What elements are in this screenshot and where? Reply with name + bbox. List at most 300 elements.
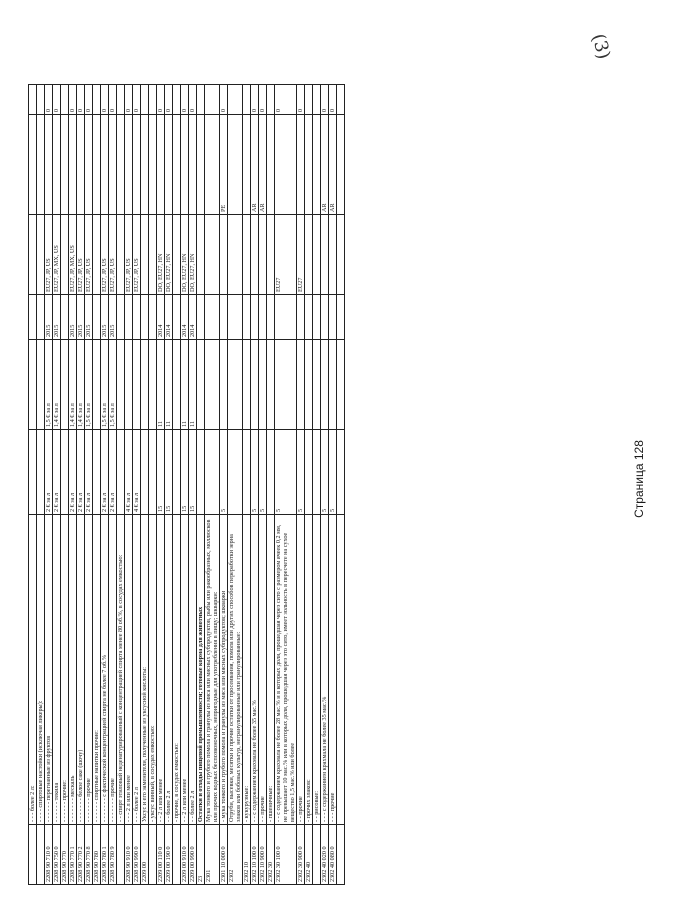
cell-base-duty xyxy=(149,430,157,515)
cell-code: 2302 10 900 0 xyxy=(259,825,267,885)
cell-year xyxy=(267,295,275,340)
cell-staging: AR xyxy=(321,115,329,215)
cell-final-duty xyxy=(275,340,297,430)
cell-base-duty xyxy=(205,430,220,515)
cell-countries: EU27, JP, MX, US xyxy=(53,215,61,295)
cell-year xyxy=(297,295,305,340)
cell-code: 2208 90 780 9 xyxy=(109,825,117,885)
cell-year: 2014 xyxy=(189,295,197,340)
table-row xyxy=(93,85,101,885)
table-blank-row xyxy=(337,85,345,885)
cell-year xyxy=(321,295,329,340)
cell-code: 2208 90 770 2 xyxy=(77,825,85,885)
cell-base-duty xyxy=(141,430,149,515)
table-row xyxy=(149,85,157,885)
cell-description: - - - - спиртовые настойки (исключая ликеры): xyxy=(37,515,45,825)
cell-final-duty: 1,5 € за л xyxy=(109,340,117,430)
cell-description: - - - - - - - с фактической концентрацией спирта не более 7 об.% xyxy=(101,515,109,825)
cell-base-duty xyxy=(197,430,205,515)
cell-staging xyxy=(189,115,197,215)
cell-final-duty: 1,5 € за л xyxy=(85,340,93,430)
cell-countries: EU27, JP, MX, US xyxy=(69,215,77,295)
cell-staging xyxy=(101,115,109,215)
cell-description: - - - с содержанием крахмала не более 35 мас.% xyxy=(321,515,329,825)
cell-category: 0 xyxy=(45,85,53,115)
cell-year: 2014 xyxy=(157,295,165,340)
cell-description: - - - прочие xyxy=(329,515,337,825)
cell-category: 0 xyxy=(251,85,259,115)
cell-countries xyxy=(305,215,313,295)
cell-description: - - - - - - - белое саке (шочу) xyxy=(77,515,85,825)
cell-code: 2302 40 080 0 xyxy=(329,825,337,885)
cell-description: - - - 2 л или менее xyxy=(125,515,133,825)
cell-code: 2209 00 110 0 xyxy=(157,825,165,885)
cell-countries: DO, EU27, HN xyxy=(189,215,197,295)
cell-staging xyxy=(53,115,61,215)
cell-base-duty xyxy=(29,430,37,515)
cell-description: - - спирт этиловый неденатурированный с концентрацией спирта менее 80 об.%, в сосудах емкостью: xyxy=(117,515,125,825)
cell-final-duty xyxy=(61,340,69,430)
cell-code xyxy=(117,825,125,885)
cell-year xyxy=(61,295,69,340)
cell-staging xyxy=(141,115,149,215)
table-row xyxy=(189,85,197,885)
cell-year xyxy=(133,295,141,340)
cell-year: 2015 xyxy=(45,295,53,340)
cell-description: - - прочие xyxy=(259,515,267,825)
cell-base-duty: 5 xyxy=(251,430,259,515)
cell-staging xyxy=(149,115,157,215)
cell-category xyxy=(197,85,205,115)
cell-base-duty xyxy=(267,430,275,515)
cell-category: 0 xyxy=(329,85,337,115)
cell-staging xyxy=(133,115,141,215)
cell-staging xyxy=(173,115,181,215)
cell-category: 0 xyxy=(85,85,93,115)
table-row xyxy=(125,85,133,885)
cell-code: 2302 40 020 0 xyxy=(321,825,329,885)
table-row xyxy=(305,85,313,885)
table-row xyxy=(251,85,259,885)
table-row xyxy=(157,85,165,885)
cell-base-duty: 15 xyxy=(165,430,173,515)
table-row xyxy=(77,85,85,885)
cell-code: 2301 10 000 0 xyxy=(220,825,228,885)
cell-staging xyxy=(305,115,313,215)
cell-final-duty: 1,5 € за л xyxy=(45,340,53,430)
cell-final-duty xyxy=(228,340,243,430)
cell-category xyxy=(313,85,321,115)
cell-category xyxy=(37,85,45,115)
cell-description: Мука тонкого и грубого помола и гранулы из мяса или мясных субпродуктов, рыбы или ракообразных, моллюсков или прочих водных беспозвоночных, непригодные для употребления в пищу; шкварки: xyxy=(205,515,220,825)
cell-category: 0 xyxy=(297,85,305,115)
cell-year xyxy=(205,295,220,340)
cell-category xyxy=(117,85,125,115)
cell-final-duty xyxy=(29,340,37,430)
cell-countries xyxy=(61,215,69,295)
cell-year xyxy=(141,295,149,340)
cell-base-duty xyxy=(93,430,101,515)
cell-year xyxy=(197,295,205,340)
cell-final-duty xyxy=(205,340,220,430)
cell-category xyxy=(93,85,101,115)
cell-year: 2015 xyxy=(85,295,93,340)
cell-countries: DO, EU27, HN xyxy=(181,215,189,295)
cell-base-duty: 5 xyxy=(297,430,305,515)
cell-final-duty: 11 xyxy=(189,340,197,430)
cell-countries xyxy=(251,215,259,295)
cell-description: - - более 2 л xyxy=(165,515,173,825)
cell-staging xyxy=(157,115,165,215)
cell-year xyxy=(125,295,133,340)
cell-countries xyxy=(313,215,321,295)
cell-countries xyxy=(117,215,125,295)
table-row xyxy=(61,85,69,885)
cell-code xyxy=(313,825,321,885)
cell-countries xyxy=(228,215,243,295)
cell-final-duty xyxy=(93,340,101,430)
cell-code: 2208 90 710 0 xyxy=(45,825,53,885)
cell-staging: AR xyxy=(259,115,267,215)
cell-category: 0 xyxy=(125,85,133,115)
cell-base-duty xyxy=(228,430,243,515)
cell-category: 0 xyxy=(157,85,165,115)
table-row xyxy=(69,85,77,885)
cell-countries: EU27 xyxy=(297,215,305,295)
cell-description: - - с содержанием крахмала не более 35 мас.% xyxy=(251,515,259,825)
cell-category xyxy=(141,85,149,115)
cell-year: 2015 xyxy=(53,295,61,340)
cell-staging xyxy=(181,115,189,215)
cell-code: 2208 90 750 0 xyxy=(53,825,61,885)
cell-category: 0 xyxy=(69,85,77,115)
cell-year: 2015 xyxy=(101,295,109,340)
cell-countries xyxy=(243,215,251,295)
cell-description: - мука тонкого и грубого помола и гранулы из мяса или мясных субпродуктов; шкварки xyxy=(220,515,228,825)
cell-staging xyxy=(45,115,53,215)
cell-countries xyxy=(93,215,101,295)
cell-category xyxy=(173,85,181,115)
cell-staging xyxy=(297,115,305,215)
cell-description: - уксус винный, в сосудах емкостью: xyxy=(149,515,157,825)
tariff-table xyxy=(28,84,345,885)
cell-description: Отруби, высевки, месятки и прочие остатки от просеивания, помола или других способов переработки зерна злаков или бобовых культур, негранулированные или гранулированные: xyxy=(228,515,243,825)
page-number-label xyxy=(600,440,646,518)
cell-final-duty xyxy=(37,340,45,430)
cell-description: - прочих злаков: xyxy=(305,515,313,825)
cell-final-duty xyxy=(251,340,259,430)
cell-year xyxy=(117,295,125,340)
cell-final-duty xyxy=(133,340,141,430)
cell-base-duty: 2 € за л xyxy=(85,430,93,515)
cell-staging xyxy=(93,115,101,215)
cell-countries xyxy=(205,215,220,295)
cell-countries xyxy=(321,215,329,295)
cell-final-duty: 11 xyxy=(157,340,165,430)
cell-code: 2208 90 770 8 xyxy=(85,825,93,885)
cell-base-duty xyxy=(173,430,181,515)
cell-final-duty xyxy=(243,340,251,430)
cell-base-duty: 5 xyxy=(329,430,337,515)
cell-countries: EU27, JP, US xyxy=(125,215,133,295)
table-row xyxy=(228,85,243,885)
cell-category: 0 xyxy=(181,85,189,115)
cell-base-duty: 2 € за л xyxy=(109,430,117,515)
cell-base-duty: 5 xyxy=(259,430,267,515)
table-row xyxy=(181,85,189,885)
cell-countries xyxy=(173,215,181,295)
cell-code xyxy=(149,825,157,885)
cell-code xyxy=(37,825,45,885)
table-row xyxy=(321,85,329,885)
cell-base-duty: 2 € за л xyxy=(69,430,77,515)
cell-description: - - - более 2 л xyxy=(133,515,141,825)
page-number-text: Страница 128 xyxy=(631,440,646,518)
cell-category xyxy=(267,85,275,115)
table-row xyxy=(101,85,109,885)
cell-final-duty xyxy=(173,340,181,430)
cell-year xyxy=(259,295,267,340)
cell-final-duty xyxy=(321,340,329,430)
cell-final-duty xyxy=(125,340,133,430)
table-row xyxy=(267,85,275,885)
cell-final-duty: 1,5 € за л xyxy=(101,340,109,430)
cell-year: 2015 xyxy=(69,295,77,340)
table-row xyxy=(117,85,125,885)
cell-final-duty: 1,4 € за л xyxy=(77,340,85,430)
cell-description: - кукурузные: xyxy=(243,515,251,825)
cell-final-duty xyxy=(267,340,275,430)
cell-year xyxy=(29,295,37,340)
cell-staging: PE xyxy=(220,115,228,215)
cell-category: 0 xyxy=(165,85,173,115)
cell-final-duty xyxy=(220,340,228,430)
cell-countries xyxy=(267,215,275,295)
cell-year xyxy=(251,295,259,340)
table-row xyxy=(109,85,117,885)
cell-code: 2208 90 780 1 xyxy=(101,825,109,885)
cell-countries: DO, EU27, HN xyxy=(157,215,165,295)
cell-year: 2014 xyxy=(165,295,173,340)
cell-category: 0 xyxy=(109,85,117,115)
table-row xyxy=(53,85,61,885)
cell-countries: EU27, JP, US xyxy=(77,215,85,295)
table-row xyxy=(29,85,37,885)
cell-year xyxy=(243,295,251,340)
cell-code: 2208 90 770 xyxy=(61,825,69,885)
cell-base-duty: 5 xyxy=(220,430,228,515)
table-row xyxy=(205,85,220,885)
cell-description: - пшеничные: xyxy=(267,515,275,825)
table-row xyxy=(133,85,141,885)
cell-final-duty xyxy=(305,340,313,430)
cell-final-duty: 11 xyxy=(165,340,173,430)
cell-category: 0 xyxy=(77,85,85,115)
cell-base-duty xyxy=(61,430,69,515)
cell-base-duty: 2 € за л xyxy=(45,430,53,515)
cell-countries xyxy=(220,215,228,295)
cell-base-duty: 4 € за л xyxy=(133,430,141,515)
cell-code: 2208 90 910 0 xyxy=(125,825,133,885)
cell-year xyxy=(275,295,297,340)
cell-staging xyxy=(77,115,85,215)
table-row xyxy=(45,85,53,885)
cell-staging xyxy=(61,115,69,215)
cell-staging xyxy=(69,115,77,215)
cell-category xyxy=(228,85,243,115)
cell-category: 0 xyxy=(133,85,141,115)
cell-description: - - более 2 л xyxy=(189,515,197,825)
cell-code xyxy=(29,825,37,885)
cell-description: Остатки и отходы пищевой промышленности; готовые корма для животных xyxy=(197,515,205,825)
cell-description: - - рисовые: xyxy=(313,515,321,825)
cell-staging xyxy=(267,115,275,215)
cell-final-duty xyxy=(313,340,321,430)
cell-category: 0 xyxy=(53,85,61,115)
cell-category: 0 xyxy=(101,85,109,115)
cell-code: 2302 30 xyxy=(267,825,275,885)
cell-year xyxy=(313,295,321,340)
cell-final-duty xyxy=(117,340,125,430)
cell-staging xyxy=(313,115,321,215)
cell-year xyxy=(329,295,337,340)
cell-category: 0 xyxy=(321,85,329,115)
cell-year xyxy=(305,295,313,340)
cell-base-duty: 2 € за л xyxy=(53,430,61,515)
cell-staging xyxy=(117,115,125,215)
cell-base-duty xyxy=(305,430,313,515)
cell-base-duty: 4 € за л xyxy=(125,430,133,515)
cell-staging xyxy=(29,115,37,215)
cell-year xyxy=(37,295,45,340)
cell-countries xyxy=(141,215,149,295)
cell-staging xyxy=(125,115,133,215)
cell-countries: EU27, JP, US xyxy=(101,215,109,295)
cell-countries xyxy=(329,215,337,295)
table-row xyxy=(37,85,45,885)
cell-category: 0 xyxy=(259,85,267,115)
cell-category xyxy=(29,85,37,115)
cell-description: - - 2 л или менее xyxy=(181,515,189,825)
cell-staging xyxy=(85,115,93,215)
cell-year xyxy=(173,295,181,340)
cell-staging: AR xyxy=(329,115,337,215)
cell-code: 2302 xyxy=(228,825,243,885)
table-row xyxy=(197,85,205,885)
cell-staging: AR xyxy=(251,115,259,215)
cell-category: 0 xyxy=(189,85,197,115)
cell-countries: EU27, JP, US xyxy=(109,215,117,295)
cell-base-duty: 5 xyxy=(321,430,329,515)
cell-description: - - - - - - перегнанные из фруктов xyxy=(45,515,53,825)
cell-countries xyxy=(197,215,205,295)
cell-category xyxy=(243,85,251,115)
cell-code: 2209 00 xyxy=(141,825,149,885)
cell-base-duty: 15 xyxy=(157,430,165,515)
cell-base-duty: 2 € за л xyxy=(101,430,109,515)
table-row xyxy=(220,85,228,885)
cell-staging xyxy=(197,115,205,215)
cell-final-duty xyxy=(297,340,305,430)
cell-description: - - - - - - - мескаль xyxy=(69,515,77,825)
cell-year xyxy=(93,295,101,340)
cell-code xyxy=(173,825,181,885)
table-row xyxy=(329,85,337,885)
cell-staging xyxy=(165,115,173,215)
cell-final-duty: 1,4 € за л xyxy=(53,340,61,430)
cell-countries: DO, EU27, HN xyxy=(165,215,173,295)
cell-category xyxy=(205,85,220,115)
cell-countries xyxy=(259,215,267,295)
cell-countries xyxy=(37,215,45,295)
table-row xyxy=(313,85,321,885)
cell-year xyxy=(149,295,157,340)
cell-base-duty xyxy=(37,430,45,515)
cell-staging xyxy=(228,115,243,215)
cell-base-duty xyxy=(117,430,125,515)
cell-description: - - - - - - текила xyxy=(53,515,61,825)
cell-countries: EU27, JP, US xyxy=(45,215,53,295)
cell-final-duty: 11 xyxy=(181,340,189,430)
cell-year xyxy=(220,295,228,340)
cell-final-duty xyxy=(259,340,267,430)
tariff-table-body xyxy=(29,85,345,885)
handwritten-page-mark: (3) xyxy=(587,31,615,62)
tariff-sheet xyxy=(28,85,586,885)
cell-countries: EU27, JP, US xyxy=(133,215,141,295)
cell-description: - - 2 л или менее xyxy=(157,515,165,825)
cell-base-duty: 15 xyxy=(181,430,189,515)
cell-description: - - - - - - - прочие xyxy=(109,515,117,825)
cell-code: 2302 10 xyxy=(243,825,251,885)
cell-staging xyxy=(243,115,251,215)
cell-final-duty: 1,4 € за л xyxy=(69,340,77,430)
cell-description: - - - - - - спиртные напитки прочие: xyxy=(93,515,101,825)
cell-description: - прочие, в сосудах емкостью: xyxy=(173,515,181,825)
cell-code: 2208 90 770 1 xyxy=(69,825,77,885)
cell-code: 2209 00 910 0 xyxy=(181,825,189,885)
table-row xyxy=(297,85,305,885)
cell-category xyxy=(305,85,313,115)
table-row xyxy=(165,85,173,885)
cell-code: 2302 10 100 0 xyxy=(251,825,259,885)
cell-code: 2208 90 780 xyxy=(93,825,101,885)
cell-countries xyxy=(29,215,37,295)
cell-category xyxy=(149,85,157,115)
cell-year: 2015 xyxy=(109,295,117,340)
cell-category: 0 xyxy=(275,85,297,115)
cell-base-duty: 2 € за л xyxy=(77,430,85,515)
table-row xyxy=(141,85,149,885)
table-row xyxy=(243,85,251,885)
cell-staging xyxy=(275,115,297,215)
cell-code: 2302 40 xyxy=(305,825,313,885)
table-row xyxy=(275,85,297,885)
cell-year xyxy=(228,295,243,340)
cell-description: - - - - - - - прочие xyxy=(85,515,93,825)
table-row xyxy=(85,85,93,885)
cell-year: 2014 xyxy=(181,295,189,340)
cell-base-duty: 5 xyxy=(275,430,297,515)
cell-countries xyxy=(149,215,157,295)
cell-final-duty xyxy=(141,340,149,430)
cell-base-duty xyxy=(313,430,321,515)
cell-final-duty xyxy=(197,340,205,430)
cell-final-duty xyxy=(149,340,157,430)
cell-description: - - - более 2 л: xyxy=(29,515,37,825)
cell-year: 2015 xyxy=(77,295,85,340)
cell-code: 2302 30 100 0 xyxy=(275,825,297,885)
